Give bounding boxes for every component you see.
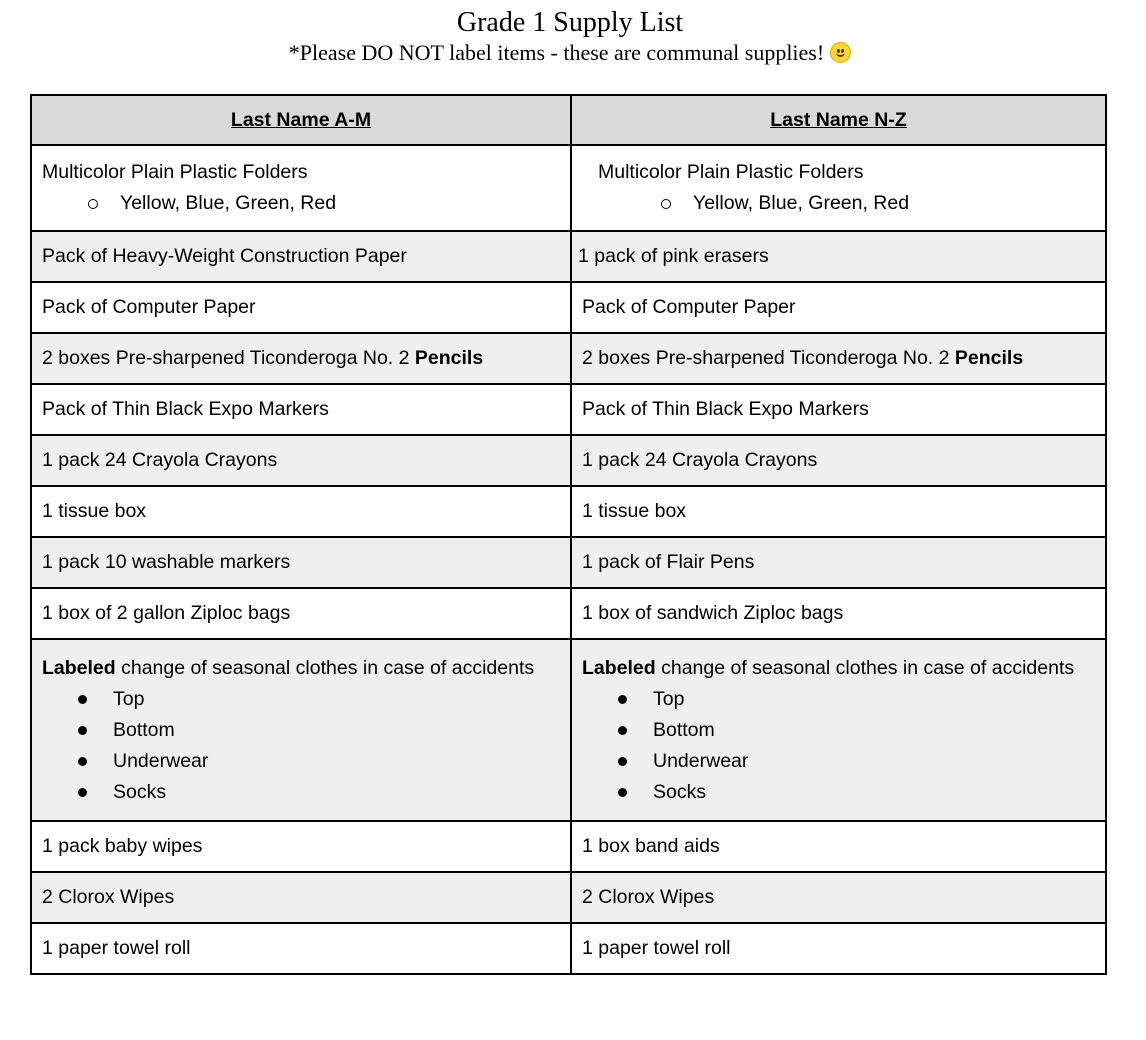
sub-item-text: Yellow, Blue, Green, Red [120, 192, 337, 214]
item-text: change of seasonal clothes in case of accidents [655, 656, 1075, 679]
table-cell [31, 639, 571, 821]
table-cell [571, 639, 1106, 821]
table-cell: 2 Clorox Wipes [31, 872, 571, 923]
table-cell: Pack of Computer Paper [31, 282, 571, 333]
table-row [31, 486, 1106, 537]
table-row [31, 145, 1106, 231]
table-row [31, 435, 1106, 486]
table-row [31, 639, 1106, 821]
table-header-row [31, 95, 1106, 145]
table-row [31, 588, 1106, 639]
table-cell: 1 pack of pink erasers [571, 231, 1106, 282]
table-cell: Pack of Heavy-Weight Construction Paper [31, 231, 571, 282]
bullet-item-text: Underwear [113, 749, 209, 772]
item-bold-text: Pencils [414, 347, 484, 369]
bullet-item-text: Bottom [653, 718, 715, 741]
subtitle-text: *Please DO NOT label items - these are communal supplies! [288, 40, 825, 65]
table-row [31, 333, 1106, 384]
item-text: 2 boxes Pre-sharpened Ticonderoga No. 2 [42, 347, 415, 369]
table-row [31, 231, 1106, 282]
table-cell [571, 145, 1106, 231]
item-text: Multicolor Plain Plastic Folders [598, 161, 864, 183]
page-title: Grade 1 Supply List [456, 7, 684, 38]
bullet-list-item [42, 746, 560, 777]
sub-item-text: Yellow, Blue, Green, Red [693, 192, 910, 214]
table-cell: 1 tissue box [31, 486, 571, 537]
table-cell: 1 box of sandwich Ziploc bags [571, 588, 1106, 639]
table-row [31, 872, 1106, 923]
supply-table [30, 94, 1107, 975]
bullet-list-item [582, 777, 1095, 808]
page-subtitle [0, 40, 1140, 66]
table-cell: 1 pack baby wipes [31, 821, 571, 872]
table-cell: 1 tissue box [571, 486, 1106, 537]
table-cell [31, 333, 571, 384]
sub-list-item [42, 188, 560, 219]
item-text: 2 boxes Pre-sharpened Ticonderoga No. 2 [582, 347, 955, 369]
table-row [31, 923, 1106, 974]
table-cell: Pack of Thin Black Expo Markers [571, 384, 1106, 435]
table-row [31, 821, 1106, 872]
bullet-item-text: Socks [653, 780, 707, 803]
bullet-icon [78, 788, 87, 797]
table-row [31, 282, 1106, 333]
table-cell: 1 pack of Flair Pens [571, 537, 1106, 588]
bullet-list-item [582, 746, 1095, 777]
table-cell: Pack of Computer Paper [571, 282, 1106, 333]
bullet-icon [618, 726, 627, 735]
bullet-item-text: Top [113, 687, 145, 710]
bullet-icon [78, 757, 87, 766]
bullet-list-item [582, 684, 1095, 715]
table-cell: Pack of Thin Black Expo Markers [31, 384, 571, 435]
hollow-circle-bullet-icon [88, 199, 98, 209]
bullet-icon [78, 695, 87, 704]
bullet-item-text: Top [653, 687, 685, 710]
column-header-n-z: Last Name N-Z [571, 95, 1106, 145]
item-text: Multicolor Plain Plastic Folders [42, 161, 308, 183]
table-cell: 1 box band aids [571, 821, 1106, 872]
bullet-item-text: Bottom [113, 718, 175, 741]
table-cell: 1 box of 2 gallon Ziploc bags [31, 588, 571, 639]
table-cell: 1 paper towel roll [31, 923, 571, 974]
bullet-icon [618, 788, 627, 797]
table-cell [31, 145, 571, 231]
table-cell: 1 paper towel roll [571, 923, 1106, 974]
table-cell: 1 pack 24 Crayola Crayons [571, 435, 1106, 486]
bullet-icon [618, 695, 627, 704]
slightly-smiling-face-icon [830, 42, 851, 63]
bullet-list-item [42, 777, 560, 808]
hollow-circle-bullet-icon [661, 199, 671, 209]
item-bold-text: Labeled [42, 656, 116, 679]
bullet-item-text: Underwear [653, 749, 749, 772]
bullet-list-item [582, 715, 1095, 746]
bullet-list-item [42, 684, 560, 715]
bullet-list-item [42, 715, 560, 746]
item-text [42, 653, 560, 684]
table-row [31, 537, 1106, 588]
item-bold-text: Labeled [582, 656, 656, 679]
table-row [31, 384, 1106, 435]
table-cell: 2 Clorox Wipes [571, 872, 1106, 923]
table-cell: 1 pack 24 Crayola Crayons [31, 435, 571, 486]
bullet-icon [78, 726, 87, 735]
table-cell: 1 pack 10 washable markers [31, 537, 571, 588]
table-cell [571, 333, 1106, 384]
item-text [582, 653, 1095, 684]
bullet-icon [618, 757, 627, 766]
bullet-item-text: Socks [113, 780, 167, 803]
item-text: change of seasonal clothes in case of accidents [115, 656, 535, 679]
column-header-a-m: Last Name A-M [31, 95, 571, 145]
sub-list-item [582, 188, 1095, 219]
item-bold-text: Pencils [954, 347, 1024, 369]
